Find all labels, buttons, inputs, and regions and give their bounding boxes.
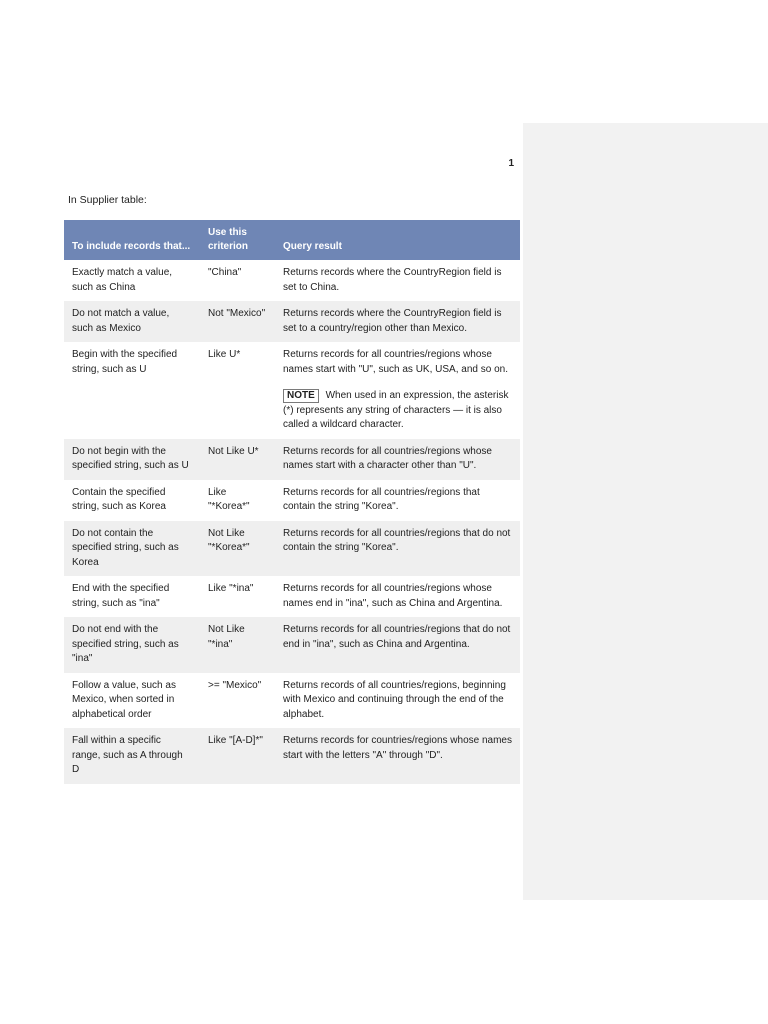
cell-result: Returns records for all countries/regions that do not contain the string "Korea".	[275, 521, 520, 577]
cell-result: Returns records for all countries/regions that contain the string "Korea".	[275, 480, 520, 521]
note-label: NOTE	[283, 389, 319, 403]
cell-include: Do not contain the specified string, such as Korea	[64, 521, 200, 577]
cell-include: Fall within a specific range, such as A through D	[64, 728, 200, 784]
cell-include: Follow a value, such as Mexico, when sorted in alphabetical order	[64, 673, 200, 729]
cell-result: Returns records for all countries/regions whose names start with a character other than "U".	[275, 439, 520, 480]
comment-pane	[523, 123, 768, 900]
table-row	[64, 342, 520, 439]
cell-result: Returns records where the CountryRegion field is set to a country/region other than Mexico.	[275, 301, 520, 342]
header-criterion: Use this criterion	[200, 220, 275, 260]
cell-result: Returns records for countries/regions whose names start with the letters "A" through "D".	[275, 728, 520, 784]
cell-include: Begin with the specified string, such as U	[64, 342, 200, 439]
page-number: 1	[508, 158, 514, 169]
cell-criterion: >= "Mexico"	[200, 673, 275, 729]
table-row	[64, 673, 520, 729]
intro-text: In Supplier table:	[68, 194, 147, 206]
note-text: When used in an expression, the asterisk (*) represents any string of characters — it is also called a wildcard character.	[283, 390, 509, 430]
cell-include: End with the specified string, such as "ina"	[64, 576, 200, 617]
table-row	[64, 576, 520, 617]
cell-include: Contain the specified string, such as Korea	[64, 480, 200, 521]
criteria-table	[64, 220, 520, 784]
cell-result: Returns records of all countries/regions, beginning with Mexico and continuing through the end of the alphabet.	[275, 673, 520, 729]
cell-result	[275, 342, 520, 439]
table-row	[64, 521, 520, 577]
cell-include: Do not begin with the specified string, such as U	[64, 439, 200, 480]
cell-include: Do not match a value, such as Mexico	[64, 301, 200, 342]
table-row	[64, 439, 520, 480]
cell-criterion: Not Like "*ina"	[200, 617, 275, 673]
note-paragraph	[283, 389, 512, 433]
header-result: Query result	[275, 220, 520, 260]
table-row	[64, 728, 520, 784]
cell-criterion: Not "Mexico"	[200, 301, 275, 342]
table-row	[64, 260, 520, 301]
header-include: To include records that...	[64, 220, 200, 260]
cell-criterion: Like "[A-D]*"	[200, 728, 275, 784]
cell-criterion: Not Like U*	[200, 439, 275, 480]
table-header-row	[64, 220, 520, 260]
table-row	[64, 617, 520, 673]
cell-include: Do not end with the specified string, such as "ina"	[64, 617, 200, 673]
result-text: Returns records for all countries/regions whose names start with "U", such as UK, USA, and so on.	[283, 349, 508, 375]
cell-include: Exactly match a value, such as China	[64, 260, 200, 301]
cell-result: Returns records for all countries/regions that do not end in "ina", such as China and Argentina.	[275, 617, 520, 673]
cell-criterion: Like "*Korea*"	[200, 480, 275, 521]
cell-criterion: Like "*ina"	[200, 576, 275, 617]
table-row	[64, 301, 520, 342]
table-row	[64, 480, 520, 521]
cell-result: Returns records for all countries/regions whose names end in "ina", such as China and Argentina.	[275, 576, 520, 617]
cell-criterion: Not Like "*Korea*"	[200, 521, 275, 577]
cell-criterion: Like U*	[200, 342, 275, 439]
cell-criterion: "China"	[200, 260, 275, 301]
cell-result: Returns records where the CountryRegion field is set to China.	[275, 260, 520, 301]
